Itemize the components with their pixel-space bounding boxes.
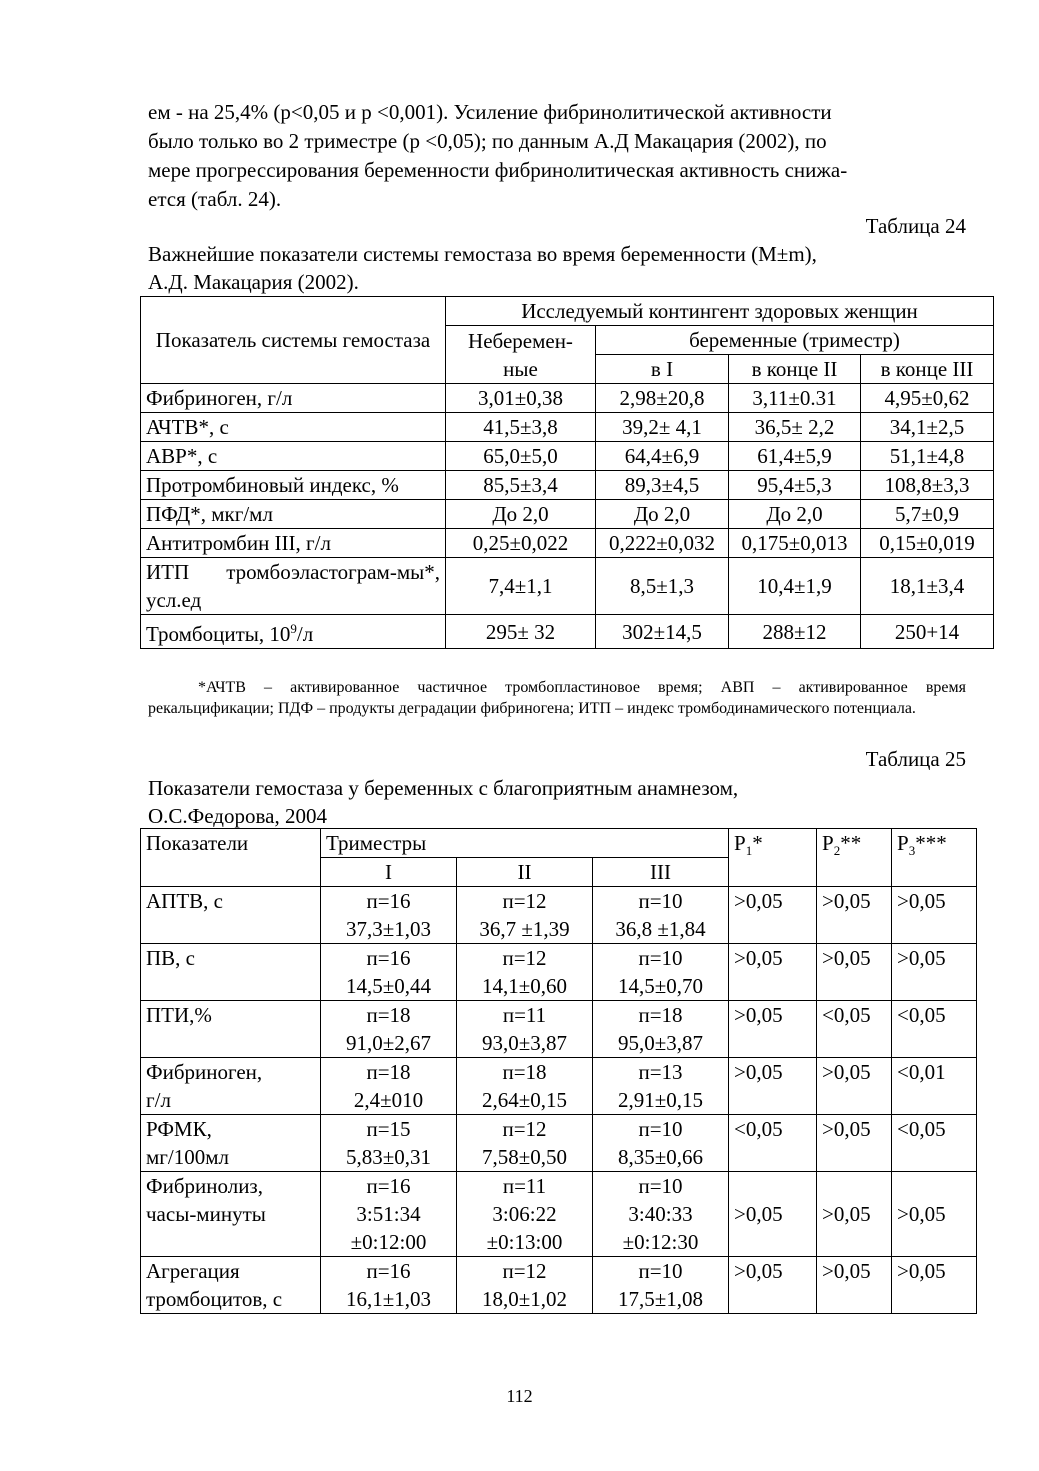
table24-cell: 34,1±2,5 bbox=[861, 413, 994, 442]
table-row bbox=[141, 1001, 977, 1058]
table24-cell: 0,222±0,032 bbox=[596, 529, 729, 558]
table24-row-name: Антитромбин III, г/л bbox=[141, 529, 446, 558]
table24-head-indicator: Показатель системы гемостаза bbox=[141, 297, 446, 384]
cell-line: п=10 bbox=[638, 1117, 683, 1141]
cell-line: 95,0±3,87 bbox=[618, 1031, 704, 1055]
table25-title-line: Показатели гемостаза у беременных с благоприятным анамнезом, bbox=[148, 776, 739, 800]
row-name-line: г/л bbox=[146, 1088, 171, 1112]
cell-line: 93,0±3,87 bbox=[481, 1031, 568, 1055]
table25-row-name bbox=[141, 944, 321, 1001]
cell-line: п=12 bbox=[502, 1259, 547, 1283]
row-name-line: ПВ, с bbox=[146, 946, 195, 970]
p-subscript: 1 bbox=[745, 843, 753, 859]
table25-row-name bbox=[141, 1001, 321, 1058]
cell-line: ±0:13:00 bbox=[486, 1230, 563, 1254]
table24-head-t2: в конце II bbox=[729, 355, 861, 384]
table24-cell: 5,7±0,9 bbox=[861, 500, 994, 529]
table25-head-p1 bbox=[729, 829, 817, 887]
table25-head-p2 bbox=[817, 829, 892, 887]
table24-cell: До 2,0 bbox=[729, 500, 861, 529]
table24-cell: До 2,0 bbox=[596, 500, 729, 529]
table24-head-pregnant: беременные (триместр) bbox=[596, 326, 994, 355]
table-row bbox=[141, 887, 977, 944]
table25-cell-p2: >0,05 bbox=[817, 1115, 892, 1172]
p-label-tail: * bbox=[752, 831, 763, 855]
row-name-line: мг/100мл bbox=[146, 1145, 230, 1169]
intro-line: ется (табл. 24). bbox=[148, 187, 282, 211]
row-name-superscript: 9 bbox=[290, 621, 297, 636]
table24-cell: 89,3±4,5 bbox=[596, 471, 729, 500]
cell-line: п=18 bbox=[366, 1060, 411, 1084]
row-name-line: тромбоцитов, с bbox=[146, 1287, 283, 1311]
cell-line: п=15 bbox=[366, 1117, 411, 1141]
cell-line: 5,83±0,31 bbox=[345, 1145, 432, 1169]
cell-line: 17,5±1,08 bbox=[618, 1287, 704, 1311]
table25-head-i: I bbox=[321, 858, 457, 887]
table24-cell: 7,4±1,1 bbox=[446, 558, 596, 615]
table25-head-p3 bbox=[892, 829, 977, 887]
table25-cell-p2: >0,05 bbox=[817, 1257, 892, 1314]
cell-line: 3:40:33 bbox=[628, 1202, 693, 1226]
table25-cell-t1 bbox=[321, 887, 457, 944]
page-number: 112 bbox=[506, 1386, 533, 1406]
table24-title bbox=[148, 240, 968, 296]
table24-cell: 250+14 bbox=[861, 615, 994, 649]
cell-line: 14,5±0,70 bbox=[618, 974, 704, 998]
table-row bbox=[141, 1257, 977, 1314]
table25-cell-t3 bbox=[593, 1257, 729, 1314]
cell-line: п=16 bbox=[366, 1259, 411, 1283]
cell-line: 36,7 ±1,39 bbox=[479, 917, 570, 941]
table24-head-t3: в конце III bbox=[861, 355, 994, 384]
table25-cell-p3: >0,05 bbox=[892, 887, 977, 944]
row-name-text: /л bbox=[296, 622, 314, 646]
table24-cell: 36,5± 2,2 bbox=[729, 413, 861, 442]
table25-cell-p1: >0,05 bbox=[729, 944, 817, 1001]
table24-cell: 3,01±0,38 bbox=[446, 384, 596, 413]
p-label-tail: *** bbox=[915, 831, 947, 855]
table25-cell-p3: >0,05 bbox=[892, 944, 977, 1001]
table24-row-name: АВР*, с bbox=[141, 442, 446, 471]
table24-row-name: АЧТВ*, с bbox=[141, 413, 446, 442]
table24-head-t1: в I bbox=[596, 355, 729, 384]
table-row bbox=[141, 558, 994, 615]
table24-cell: 0,15±0,019 bbox=[861, 529, 994, 558]
table24-cell: 41,5±3,8 bbox=[446, 413, 596, 442]
cell-line: п=16 bbox=[366, 889, 411, 913]
table25-cell-t1 bbox=[321, 1001, 457, 1058]
table25-cell-p2: >0,05 bbox=[817, 887, 892, 944]
table25-cell-t3 bbox=[593, 1001, 729, 1058]
table25-cell-t2 bbox=[457, 1257, 593, 1314]
table25-cell-p3: <0,05 bbox=[892, 1115, 977, 1172]
table24-cell: 65,0±5,0 bbox=[446, 442, 596, 471]
cell-line: п=13 bbox=[638, 1060, 683, 1084]
table25-cell-t2 bbox=[457, 1115, 593, 1172]
cell-line: 14,5±0,44 bbox=[345, 974, 432, 998]
table25-cell-p2: <0,05 bbox=[817, 1001, 892, 1058]
table25-cell-t2 bbox=[457, 1058, 593, 1115]
table25-cell-p2: >0,05 bbox=[817, 1058, 892, 1115]
table25-head-ii: II bbox=[457, 858, 593, 887]
p-label: P bbox=[822, 831, 834, 855]
row-name-line: часы-минуты bbox=[146, 1202, 266, 1226]
table24-cell: 0,25±0,022 bbox=[446, 529, 596, 558]
row-name-line: ПТИ,% bbox=[146, 1003, 212, 1027]
table25-cell-t1 bbox=[321, 1115, 457, 1172]
table25-cell-p1: >0,05 bbox=[729, 1001, 817, 1058]
cell-line: 8,35±0,66 bbox=[618, 1145, 704, 1169]
table24-head-group: Исследуемый контингент здоровых женщин bbox=[446, 297, 994, 326]
table24-cell: 95,4±5,3 bbox=[729, 471, 861, 500]
table24-cell: 295± 32 bbox=[446, 615, 596, 649]
table24-cell: 108,8±3,3 bbox=[861, 471, 994, 500]
table-25 bbox=[140, 828, 977, 1314]
table25-title bbox=[148, 774, 968, 830]
cell-line: п=12 bbox=[502, 1117, 547, 1141]
cell-line: 91,0±2,67 bbox=[345, 1031, 432, 1055]
table-row bbox=[141, 944, 977, 1001]
table25-cell-t3 bbox=[593, 1172, 729, 1257]
table25-cell-p2: >0,05 bbox=[817, 944, 892, 1001]
table-24 bbox=[140, 296, 994, 649]
table24-cell: 302±14,5 bbox=[596, 615, 729, 649]
cell-line: 36,8 ±1,84 bbox=[615, 917, 706, 941]
cell-line: 18,0±1,02 bbox=[481, 1287, 568, 1311]
cell-line: п=16 bbox=[366, 946, 411, 970]
table24-cell: 288±12 bbox=[729, 615, 861, 649]
table24-label: Таблица 24 bbox=[865, 214, 966, 238]
table25-head-trimesters: Триместры bbox=[321, 829, 729, 858]
table-row bbox=[141, 1172, 977, 1257]
table24-row-name: Фибриноген, г/л bbox=[141, 384, 446, 413]
table25-title-line: О.С.Федорова, 2004 bbox=[148, 804, 327, 828]
table25-cell-t2 bbox=[457, 944, 593, 1001]
table25-cell-p3: >0,05 bbox=[892, 1172, 977, 1257]
table25-cell-p3: <0,01 bbox=[892, 1058, 977, 1115]
table25-cell-p1: >0,05 bbox=[729, 1257, 817, 1314]
intro-paragraph bbox=[148, 98, 966, 214]
table-row bbox=[141, 442, 994, 471]
table-row bbox=[141, 1058, 977, 1115]
table24-cell: До 2,0 bbox=[446, 500, 596, 529]
table25-cell-t1 bbox=[321, 944, 457, 1001]
intro-line: мере прогрессирования беременности фибринолитическая активность снижа- bbox=[148, 158, 848, 182]
row-name-line: АПТВ, с bbox=[146, 889, 223, 913]
table24-title-line: А.Д. Макацария (2002). bbox=[148, 270, 359, 294]
table25-cell-t3 bbox=[593, 1115, 729, 1172]
row-name-line: Фибриноген, bbox=[146, 1060, 263, 1084]
cell-line: 2,91±0,15 bbox=[618, 1088, 704, 1112]
table24-head-nonpregnant-line: Неберемен- bbox=[468, 328, 573, 353]
cell-line: 3:06:22 bbox=[492, 1202, 557, 1226]
table-row bbox=[141, 529, 994, 558]
cell-line: 2,64±0,15 bbox=[481, 1088, 568, 1112]
cell-line: п=18 bbox=[366, 1003, 411, 1027]
table24-cell: 64,4±6,9 bbox=[596, 442, 729, 471]
cell-line: 3:51:34 bbox=[356, 1202, 421, 1226]
p-label: P bbox=[897, 831, 909, 855]
table24-cell: 0,175±0,013 bbox=[729, 529, 861, 558]
cell-line: п=18 bbox=[502, 1060, 547, 1084]
table25-cell-p3: <0,05 bbox=[892, 1001, 977, 1058]
table24-cell: 85,5±3,4 bbox=[446, 471, 596, 500]
table25-cell-p2: >0,05 bbox=[817, 1172, 892, 1257]
table25-cell-t3 bbox=[593, 887, 729, 944]
cell-line: п=11 bbox=[502, 1003, 547, 1027]
cell-line: п=16 bbox=[366, 1174, 411, 1198]
table24-cell: 2,98±20,8 bbox=[596, 384, 729, 413]
table25-head-indicators: Показатели bbox=[141, 829, 321, 887]
table25-cell-p1: >0,05 bbox=[729, 1058, 817, 1115]
table25-row-name bbox=[141, 1115, 321, 1172]
p-subscript: 3 bbox=[908, 843, 916, 859]
row-name-line: Агрегация bbox=[146, 1259, 240, 1283]
cell-line: ±0:12:30 bbox=[622, 1230, 699, 1254]
cell-line: п=12 bbox=[502, 889, 547, 913]
table-row bbox=[141, 1115, 977, 1172]
table24-row-name: ПФД*, мкг/мл bbox=[141, 500, 446, 529]
table-row bbox=[141, 500, 994, 529]
table-row bbox=[141, 384, 994, 413]
row-name-line: Фибринолиз, bbox=[146, 1174, 263, 1198]
table24-cell: 39,2± 4,1 bbox=[596, 413, 729, 442]
table24-title-line: Важнейшие показатели системы гемостаза во время беременности (M±m), bbox=[148, 242, 817, 266]
table24-row-name bbox=[141, 615, 446, 649]
cell-line: 7,58±0,50 bbox=[481, 1145, 568, 1169]
table24-footnote: *АЧТВ – активированное частичное тромбопластиновое время; АВП – активированное время рекальцификации; ПДФ – продукты деградации фибриногена; ИТП – индекс тромбодинамического потенциала. bbox=[148, 679, 966, 717]
table25-cell-p3: >0,05 bbox=[892, 1257, 977, 1314]
cell-line: п=18 bbox=[638, 1003, 683, 1027]
table24-head-nonpregnant-line: ные bbox=[503, 356, 538, 381]
row-name-text: Тромбоциты, 10 bbox=[146, 622, 291, 646]
intro-line: было только во 2 триместре (р <0,05); по данным А.Д Макацария (2002), по bbox=[148, 129, 827, 153]
table25-cell-t1 bbox=[321, 1257, 457, 1314]
table-row bbox=[141, 413, 994, 442]
table25-cell-p1: <0,05 bbox=[729, 1115, 817, 1172]
table25-cell-t2 bbox=[457, 887, 593, 944]
cell-line: п=10 bbox=[638, 1259, 683, 1283]
table25-row-name bbox=[141, 1172, 321, 1257]
cell-line: п=10 bbox=[638, 889, 683, 913]
cell-line: п=10 bbox=[638, 946, 683, 970]
cell-line: 14,1±0,60 bbox=[481, 974, 568, 998]
table24-cell: 4,95±0,62 bbox=[861, 384, 994, 413]
cell-line: п=11 bbox=[502, 1174, 547, 1198]
p-label: P bbox=[734, 831, 746, 855]
p-subscript: 2 bbox=[833, 843, 841, 859]
table24-row-name: ИТП тромбоэластограм-мы*, усл.ед bbox=[141, 558, 446, 615]
table25-row-name bbox=[141, 1257, 321, 1314]
table25-head-iii: III bbox=[593, 858, 729, 887]
table25-cell-t3 bbox=[593, 944, 729, 1001]
table24-head-nonpregnant bbox=[446, 326, 596, 384]
table25-cell-t1 bbox=[321, 1172, 457, 1257]
table-row bbox=[141, 471, 994, 500]
row-name-line: РФМК, bbox=[146, 1117, 212, 1141]
table25-cell-p1: >0,05 bbox=[729, 887, 817, 944]
table25-row-name bbox=[141, 887, 321, 944]
table24-cell: 10,4±1,9 bbox=[729, 558, 861, 615]
p-label-tail: ** bbox=[840, 831, 862, 855]
cell-line: 37,3±1,03 bbox=[345, 917, 432, 941]
table24-cell: 3,11±0.31 bbox=[729, 384, 861, 413]
table24-cell: 51,1±4,8 bbox=[861, 442, 994, 471]
table25-row-name bbox=[141, 1058, 321, 1115]
table25-cell-t1 bbox=[321, 1058, 457, 1115]
cell-line: п=10 bbox=[638, 1174, 683, 1198]
table24-cell: 8,5±1,3 bbox=[596, 558, 729, 615]
table24-cell: 61,4±5,9 bbox=[729, 442, 861, 471]
table-row bbox=[141, 615, 994, 649]
cell-line: 16,1±1,03 bbox=[345, 1287, 432, 1311]
table25-cell-t2 bbox=[457, 1001, 593, 1058]
table24-row-name: Протромбиновый индекс, % bbox=[141, 471, 446, 500]
cell-line: 2,4±010 bbox=[353, 1088, 424, 1112]
cell-line: ±0:12:00 bbox=[350, 1230, 427, 1254]
table24-cell: 18,1±3,4 bbox=[861, 558, 994, 615]
table25-cell-t2 bbox=[457, 1172, 593, 1257]
table25-label: Таблица 25 bbox=[865, 747, 966, 771]
table25-cell-p1: >0,05 bbox=[729, 1172, 817, 1257]
cell-line: п=12 bbox=[502, 946, 547, 970]
table25-cell-t3 bbox=[593, 1058, 729, 1115]
intro-line: ем - на 25,4% (р<0,05 и р <0,001). Усиление фибринолитической активности bbox=[148, 100, 832, 124]
